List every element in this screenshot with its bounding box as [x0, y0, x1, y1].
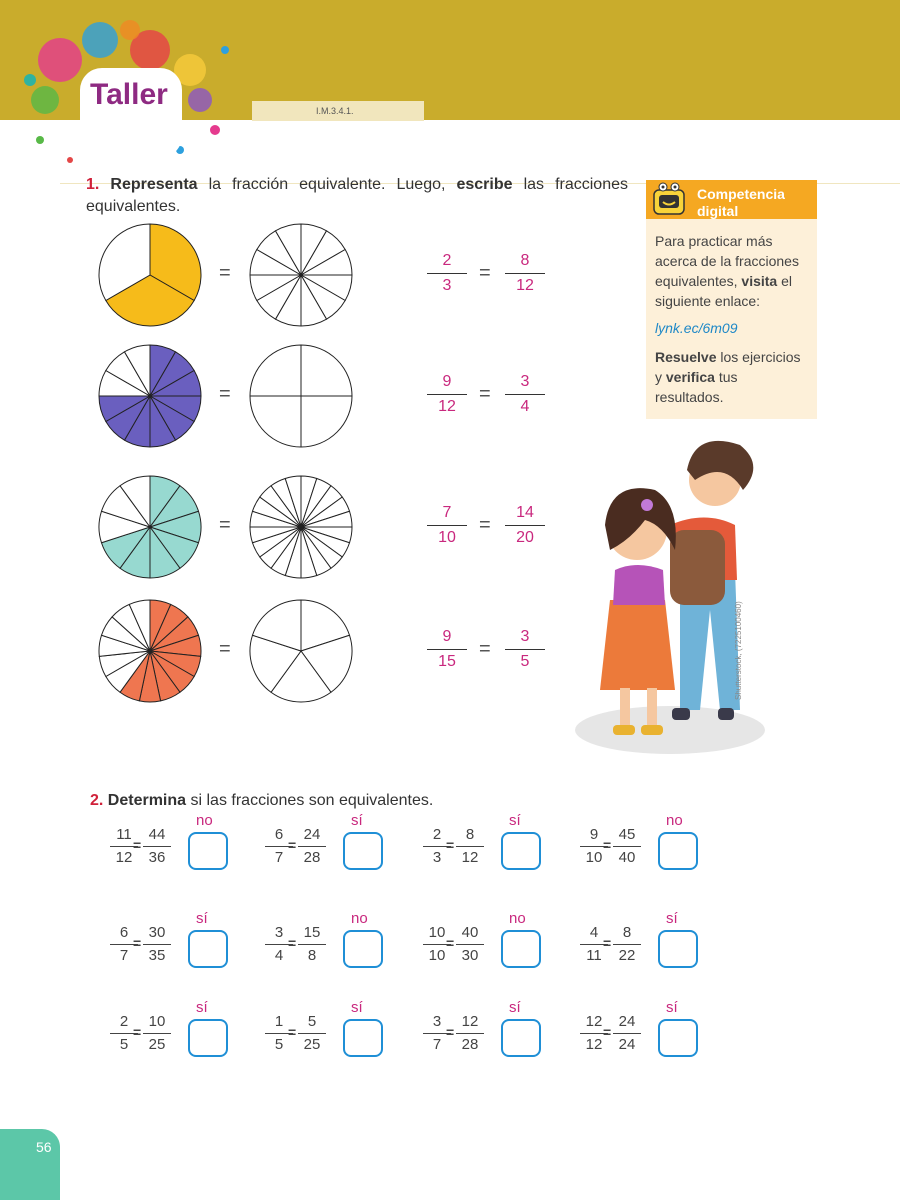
- numerator: 1: [274, 1013, 284, 1030]
- equals-sign: =: [219, 383, 231, 405]
- equals-sign: =: [133, 935, 142, 951]
- answer-label: sí: [351, 812, 363, 829]
- fraction-circle-shaded: [97, 343, 203, 449]
- denominator: 12: [516, 277, 534, 294]
- equals-sign: =: [219, 262, 231, 284]
- answer-label: sí: [509, 812, 521, 829]
- fraction-b: [456, 923, 484, 966]
- fraction-left: [427, 250, 467, 297]
- answer-box[interactable]: [343, 1019, 383, 1057]
- fraction-circle-blank: [248, 222, 354, 328]
- fraction-bar: [505, 649, 545, 650]
- fraction-b: [613, 1012, 641, 1055]
- equals-sign: =: [288, 1024, 297, 1040]
- equals-sign: =: [446, 1024, 455, 1040]
- numerator: 8: [622, 924, 632, 941]
- answer-box[interactable]: [343, 832, 383, 870]
- denominator: 12: [438, 398, 456, 415]
- denominator: 36: [148, 849, 166, 866]
- children-illustration: [575, 430, 775, 760]
- fraction-bar: [143, 846, 171, 847]
- numerator: 30: [148, 924, 166, 941]
- fraction-b: [298, 1012, 326, 1055]
- denominator: 30: [461, 947, 479, 964]
- fraction-bar: [427, 649, 467, 650]
- equals-sign: =: [603, 837, 612, 853]
- equals-sign: =: [288, 935, 297, 951]
- fraction-circle-blank: [248, 474, 354, 580]
- equals-sign: =: [479, 383, 491, 405]
- answer-box[interactable]: [658, 832, 698, 870]
- denominator: 3: [442, 277, 452, 294]
- fraction-b: [298, 825, 326, 868]
- answer-box[interactable]: [501, 832, 541, 870]
- equals-sign: =: [603, 935, 612, 951]
- competencia-line6a: y: [655, 369, 666, 385]
- numerator: 5: [307, 1013, 317, 1030]
- competencia-title-line1: Competencia: [697, 186, 785, 202]
- denominator: 12: [115, 849, 133, 866]
- denominator: 10: [585, 849, 603, 866]
- numerator: 7: [442, 504, 452, 521]
- exercise2-number: 2.: [90, 792, 104, 809]
- exercise2-text: si las fracciones son equivalentes.: [186, 792, 434, 809]
- circle-sector: [250, 396, 301, 447]
- fraction-bar: [456, 1033, 484, 1034]
- denominator: 4: [520, 398, 530, 415]
- denominator: 12: [461, 849, 479, 866]
- answer-label: sí: [351, 999, 363, 1016]
- robot-icon: [648, 178, 690, 220]
- fraction-left: [427, 371, 467, 418]
- fraction-b: [298, 923, 326, 966]
- competencia-line1: Para practicar más: [655, 233, 773, 249]
- answer-box[interactable]: [658, 930, 698, 968]
- numerator: 14: [516, 504, 534, 521]
- fraction-bar: [505, 394, 545, 395]
- numerator: 24: [618, 1013, 636, 1030]
- equals-sign: =: [446, 837, 455, 853]
- numerator: 10: [428, 924, 446, 941]
- circle-sector: [301, 396, 352, 447]
- answer-box[interactable]: [188, 1019, 228, 1057]
- answer-label: sí: [509, 999, 521, 1016]
- exercise1-verb2: escribe: [456, 176, 513, 193]
- image-credit: Shutterstock, (7225100460): [734, 601, 743, 700]
- numerator: 4: [589, 924, 599, 941]
- equals-sign: =: [603, 1024, 612, 1040]
- competencia-link[interactable]: lynk.ec/6m09: [655, 320, 738, 336]
- fraction-bar: [505, 273, 545, 274]
- fraction-bar: [613, 1033, 641, 1034]
- answer-label: sí: [666, 910, 678, 927]
- fraction-b: [456, 825, 484, 868]
- denominator: 12: [585, 1036, 603, 1053]
- fraction-bar: [143, 944, 171, 945]
- fraction-circle-shaded: [97, 598, 203, 704]
- denominator: 5: [119, 1036, 129, 1053]
- denominator: 8: [307, 947, 317, 964]
- answer-box[interactable]: [343, 930, 383, 968]
- numerator: 3: [274, 924, 284, 941]
- fraction-right: [505, 502, 545, 549]
- numerator: 3: [432, 1013, 442, 1030]
- competencia-line7: resultados.: [655, 389, 724, 405]
- numerator: 45: [618, 826, 636, 843]
- numerator: 12: [461, 1013, 479, 1030]
- fraction-right: [505, 626, 545, 673]
- denominator: 4: [274, 947, 284, 964]
- answer-label: sí: [196, 999, 208, 1016]
- numerator: 3: [520, 373, 530, 390]
- denominator: 5: [274, 1036, 284, 1053]
- denominator: 5: [520, 653, 530, 670]
- answer-label: no: [196, 812, 213, 829]
- answer-box[interactable]: [188, 832, 228, 870]
- answer-label: no: [509, 910, 526, 927]
- fraction-bar: [298, 1033, 326, 1034]
- equals-sign: =: [133, 1024, 142, 1040]
- numerator: 9: [442, 373, 452, 390]
- denominator: 35: [148, 947, 166, 964]
- denominator: 11: [586, 947, 602, 964]
- fraction-b: [143, 1012, 171, 1055]
- competencia-line3b: visita: [741, 273, 778, 289]
- competencia-title: [697, 186, 785, 220]
- numerator: 12: [585, 1013, 603, 1030]
- circle-sector: [301, 345, 352, 396]
- denominator: 22: [618, 947, 636, 964]
- exercise1-text2: las fracciones equivalentes.: [86, 176, 628, 215]
- answer-box[interactable]: [501, 1019, 541, 1057]
- fraction-circle-blank: [248, 343, 354, 449]
- equals-sign: =: [446, 935, 455, 951]
- denominator: 7: [432, 1036, 442, 1053]
- competencia-line6c: tus: [714, 369, 738, 385]
- denominator: 28: [303, 849, 321, 866]
- fraction-left: [427, 626, 467, 673]
- answer-label: no: [666, 812, 683, 829]
- competencia-line6b: verifica: [665, 369, 715, 385]
- fraction-right: [505, 250, 545, 297]
- denominator: 7: [274, 849, 284, 866]
- numerator: 9: [589, 826, 599, 843]
- competencia-line2: acerca de la fracciones: [655, 253, 799, 269]
- numerator: 2: [432, 826, 442, 843]
- denominator: 24: [618, 1036, 636, 1053]
- numerator: 3: [520, 628, 530, 645]
- answer-box[interactable]: [501, 930, 541, 968]
- circle-sector: [250, 345, 301, 396]
- competencia-body: [655, 231, 815, 311]
- equals-sign: =: [219, 514, 231, 536]
- fraction-bar: [613, 846, 641, 847]
- competencia-instructions: [655, 347, 815, 407]
- denominator: 15: [438, 653, 456, 670]
- exercise2-verb: Determina: [107, 792, 187, 809]
- fraction-bar: [613, 944, 641, 945]
- competencia-line5b: los ejercicios: [716, 349, 801, 365]
- equals-sign: =: [479, 514, 491, 536]
- numerator: 15: [303, 924, 321, 941]
- fraction-circle-shaded: [97, 222, 203, 328]
- equals-sign: =: [479, 262, 491, 284]
- exercise1-number: 1.: [86, 176, 100, 193]
- numerator: 11: [116, 826, 132, 843]
- equals-sign: =: [219, 638, 231, 660]
- indicator-code: I.M.3.4.1.: [252, 101, 424, 121]
- denominator: 28: [461, 1036, 479, 1053]
- page-number-tab: [0, 1129, 60, 1200]
- fraction-bar: [456, 944, 484, 945]
- answer-box[interactable]: [658, 1019, 698, 1057]
- competencia-line5a: Resuelve: [655, 349, 717, 365]
- competencia-line3a: equivalentes,: [655, 273, 742, 289]
- denominator: 25: [303, 1036, 321, 1053]
- fraction-bar: [427, 394, 467, 395]
- denominator: 20: [516, 529, 534, 546]
- page-number: 56: [36, 1139, 52, 1155]
- fraction-b: [613, 825, 641, 868]
- fraction-bar: [298, 846, 326, 847]
- denominator: 40: [618, 849, 636, 866]
- fraction-circle-shaded: [97, 474, 203, 580]
- exercise1-verb1: Representa: [110, 176, 198, 193]
- denominator: 25: [148, 1036, 166, 1053]
- numerator: 44: [148, 826, 166, 843]
- denominator: 3: [432, 849, 442, 866]
- fraction-bar: [427, 273, 467, 274]
- fraction-bar: [298, 944, 326, 945]
- numerator: 2: [119, 1013, 129, 1030]
- fraction-b: [613, 923, 641, 966]
- fraction-b: [143, 825, 171, 868]
- answer-label: no: [351, 910, 368, 927]
- exercise1-text1: la fracción equivalente. Luego,: [197, 176, 457, 193]
- answer-box[interactable]: [188, 930, 228, 968]
- fraction-bar: [143, 1033, 171, 1034]
- exercise2-instruction: [90, 790, 433, 812]
- fraction-bar: [427, 525, 467, 526]
- fraction-b: [456, 1012, 484, 1055]
- answer-label: sí: [666, 999, 678, 1016]
- numerator: 24: [303, 826, 321, 843]
- exercise1-instruction: [86, 174, 628, 218]
- numerator: 9: [442, 628, 452, 645]
- denominator: 10: [428, 947, 446, 964]
- numerator: 8: [465, 826, 475, 843]
- fraction-right: [505, 371, 545, 418]
- fraction-left: [427, 502, 467, 549]
- equals-sign: =: [288, 837, 297, 853]
- numerator: 40: [461, 924, 479, 941]
- competencia-line3c: el: [777, 273, 793, 289]
- numerator: 6: [274, 826, 284, 843]
- fraction-bar: [456, 846, 484, 847]
- equals-sign: =: [479, 638, 491, 660]
- denominator: 7: [119, 947, 129, 964]
- equals-sign: =: [133, 837, 142, 853]
- competencia-title-line2: digital: [697, 203, 739, 219]
- numerator: 10: [148, 1013, 166, 1030]
- competencia-line4: siguiente enlace:: [655, 293, 761, 309]
- numerator: 2: [442, 252, 452, 269]
- fraction-b: [143, 923, 171, 966]
- denominator: 10: [438, 529, 456, 546]
- fraction-bar: [505, 525, 545, 526]
- section-title: Taller: [90, 78, 168, 111]
- answer-label: sí: [196, 910, 208, 927]
- numerator: 8: [520, 252, 530, 269]
- numerator: 6: [119, 924, 129, 941]
- fraction-circle-blank: [248, 598, 354, 704]
